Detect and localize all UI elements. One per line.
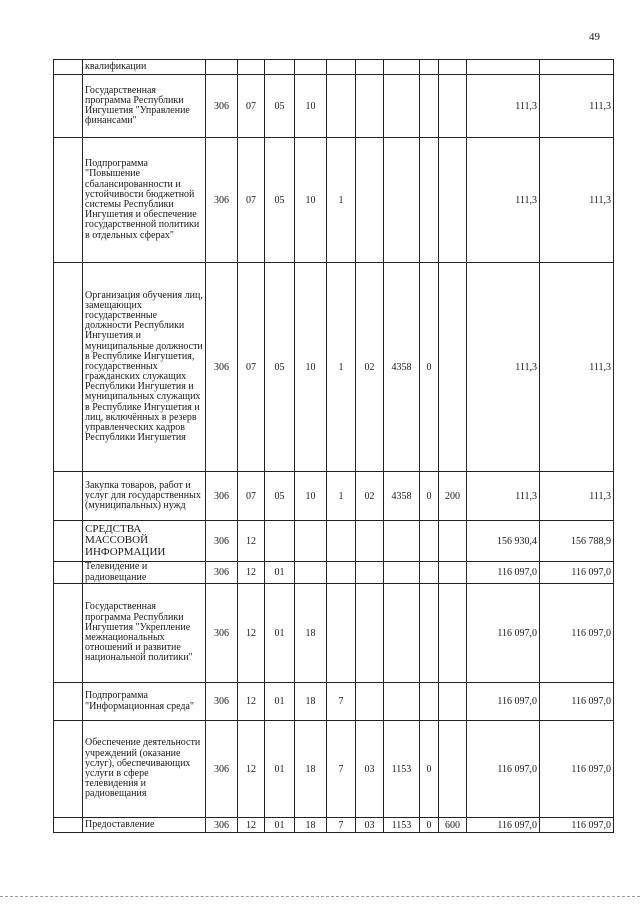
- cell-blank: [54, 75, 83, 138]
- cell-blank: [54, 683, 83, 721]
- cell-expense-type: 600: [439, 818, 467, 833]
- cell-direction: [384, 60, 420, 75]
- cell-blank: [54, 584, 83, 683]
- cell-code: 306: [206, 584, 238, 683]
- cell-x: [420, 683, 439, 721]
- table-body: [54, 60, 614, 833]
- cell-sum-2021: 111,3: [540, 263, 614, 472]
- cell-x: [420, 521, 439, 562]
- cell-program: [295, 562, 327, 584]
- row-name: Предоставление: [83, 818, 206, 833]
- cell-blank: [54, 263, 83, 472]
- cell-direction: [384, 683, 420, 721]
- cell-sum-2020: 111,3: [467, 472, 540, 521]
- row-name: Государственная программа Республики Ингушетия "Управление финансами": [83, 75, 206, 138]
- cell-subprogram: [327, 584, 356, 683]
- cell-program: 18: [295, 683, 327, 721]
- cell-section: 07: [238, 472, 265, 521]
- cell-sum-2020: 156 930,4: [467, 521, 540, 562]
- cell-blank: [54, 818, 83, 833]
- cell-code: 306: [206, 263, 238, 472]
- cell-subsection: 01: [265, 721, 295, 818]
- cell-main-event: [356, 75, 384, 138]
- cell-subsection: 05: [265, 75, 295, 138]
- cell-main-event: 03: [356, 818, 384, 833]
- cell-blank: [54, 60, 83, 75]
- cell-direction: 4358: [384, 263, 420, 472]
- cell-main-event: 02: [356, 472, 384, 521]
- cell-section: 12: [238, 721, 265, 818]
- cell-subsection: 01: [265, 584, 295, 683]
- cell-expense-type: [439, 263, 467, 472]
- cell-x: [420, 562, 439, 584]
- cell-sum-2021: 111,3: [540, 472, 614, 521]
- cell-section: 12: [238, 584, 265, 683]
- cell-code: 306: [206, 721, 238, 818]
- cell-sum-2021: 116 097,0: [540, 721, 614, 818]
- cell-subsection: [265, 521, 295, 562]
- cell-code: 306: [206, 562, 238, 584]
- budget-table: [53, 59, 614, 833]
- cell-blank: [54, 562, 83, 584]
- cell-x: 0: [420, 263, 439, 472]
- cell-sum-2020: [467, 60, 540, 75]
- row-name: Организация обучения лиц, замещающих государственные должности Республики Ингушетия и муниципальные должности в Республике Ингушетия, государственных гражданских служащих Республики Ингушетия и муниципальных служащих в Республике Ингушетия и лиц, включённых в резерв управленческих кадров Республики Ингушетия: [83, 263, 206, 472]
- cell-main-event: [356, 683, 384, 721]
- cell-direction: 1153: [384, 721, 420, 818]
- cell-sum-2021: 116 097,0: [540, 683, 614, 721]
- cell-x: 0: [420, 472, 439, 521]
- cell-x: [420, 60, 439, 75]
- cell-sum-2021: 116 097,0: [540, 818, 614, 833]
- cell-blank: [54, 721, 83, 818]
- cell-main-event: [356, 584, 384, 683]
- cell-subprogram: [327, 75, 356, 138]
- row-name: СРЕДСТВА МАССОВОЙ ИНФОРМАЦИИ: [83, 521, 206, 562]
- cell-section: 12: [238, 683, 265, 721]
- cell-main-event: [356, 521, 384, 562]
- cell-sum-2020: 116 097,0: [467, 721, 540, 818]
- cell-code: 306: [206, 472, 238, 521]
- cell-direction: [384, 562, 420, 584]
- cell-direction: 1153: [384, 818, 420, 833]
- cell-x: [420, 584, 439, 683]
- cell-subprogram: [327, 60, 356, 75]
- cell-x: [420, 75, 439, 138]
- cell-expense-type: 200: [439, 472, 467, 521]
- cell-section: 07: [238, 138, 265, 263]
- cell-sum-2020: 116 097,0: [467, 562, 540, 584]
- cell-blank: [54, 472, 83, 521]
- cell-subsection: 01: [265, 683, 295, 721]
- cell-direction: [384, 75, 420, 138]
- cell-expense-type: [439, 562, 467, 584]
- cell-code: 306: [206, 818, 238, 833]
- cell-section: 12: [238, 562, 265, 584]
- table-row: [54, 75, 614, 138]
- cell-code: 306: [206, 75, 238, 138]
- cell-subsection: 01: [265, 818, 295, 833]
- cell-code: [206, 60, 238, 75]
- cell-main-event: [356, 562, 384, 584]
- cell-subprogram: [327, 521, 356, 562]
- cell-sum-2021: 111,3: [540, 138, 614, 263]
- cell-sum-2020: 111,3: [467, 75, 540, 138]
- cell-subprogram: 1: [327, 472, 356, 521]
- cell-blank: [54, 138, 83, 263]
- cell-program: 10: [295, 472, 327, 521]
- cell-expense-type: [439, 521, 467, 562]
- table-row: [54, 263, 614, 472]
- cell-subsection: [265, 60, 295, 75]
- cell-subprogram: 1: [327, 138, 356, 263]
- cell-x: [420, 138, 439, 263]
- cell-direction: [384, 584, 420, 683]
- cell-sum-2020: 116 097,0: [467, 584, 540, 683]
- table-row: [54, 472, 614, 521]
- cell-program: [295, 60, 327, 75]
- cell-subprogram: 1: [327, 263, 356, 472]
- table-row: [54, 562, 614, 584]
- cell-main-event: [356, 60, 384, 75]
- row-name: Подпрограмма "Информационная среда": [83, 683, 206, 721]
- cell-main-event: 02: [356, 263, 384, 472]
- cell-sum-2020: 116 097,0: [467, 818, 540, 833]
- cell-sum-2020: 111,3: [467, 263, 540, 472]
- cell-subprogram: 7: [327, 721, 356, 818]
- cell-expense-type: [439, 75, 467, 138]
- cell-subprogram: 7: [327, 683, 356, 721]
- cell-code: 306: [206, 138, 238, 263]
- table-row: [54, 521, 614, 562]
- cell-section: 12: [238, 818, 265, 833]
- cell-subprogram: 7: [327, 818, 356, 833]
- cell-code: 306: [206, 683, 238, 721]
- cell-expense-type: [439, 721, 467, 818]
- cell-sum-2021: 111,3: [540, 75, 614, 138]
- cell-program: 18: [295, 818, 327, 833]
- cell-expense-type: [439, 584, 467, 683]
- cell-expense-type: [439, 683, 467, 721]
- cell-program: 10: [295, 263, 327, 472]
- cell-subsection: 05: [265, 472, 295, 521]
- cell-direction: 4358: [384, 472, 420, 521]
- row-name: Телевидение и радиовещание: [83, 562, 206, 584]
- cell-subsection: 01: [265, 562, 295, 584]
- cell-direction: [384, 521, 420, 562]
- row-name: Обеспечение деятельности учреждений (оказание услуг), обеспечивающих услуги в сфере телевидения и радиовещания: [83, 721, 206, 818]
- row-name: Подпрограмма "Повышение сбалансированности и устойчивости бюджетной системы Республики Ингушетия и обеспечение государственной политики в отдельных сферах": [83, 138, 206, 263]
- scan-edge-line: [0, 896, 640, 897]
- cell-expense-type: [439, 138, 467, 263]
- cell-subsection: 05: [265, 263, 295, 472]
- cell-section: 07: [238, 75, 265, 138]
- cell-program: 10: [295, 138, 327, 263]
- cell-sum-2021: [540, 60, 614, 75]
- cell-program: [295, 521, 327, 562]
- cell-section: 12: [238, 521, 265, 562]
- cell-blank: [54, 521, 83, 562]
- row-name: квалификации: [83, 60, 206, 75]
- row-name: Закупка товаров, работ и услуг для государственных (муниципальных) нужд: [83, 472, 206, 521]
- cell-x: 0: [420, 721, 439, 818]
- row-name: Государственная программа Республики Ингушетия "Укрепление межнациональных отношений и развитие национальной политики": [83, 584, 206, 683]
- page-number: 49: [589, 31, 600, 43]
- cell-section: [238, 60, 265, 75]
- table-row: [54, 721, 614, 818]
- cell-subsection: 05: [265, 138, 295, 263]
- cell-subprogram: [327, 562, 356, 584]
- cell-program: 10: [295, 75, 327, 138]
- cell-expense-type: [439, 60, 467, 75]
- cell-section: 07: [238, 263, 265, 472]
- table-row: [54, 818, 614, 833]
- cell-direction: [384, 138, 420, 263]
- cell-sum-2020: 116 097,0: [467, 683, 540, 721]
- table-row: [54, 60, 614, 75]
- cell-program: 18: [295, 721, 327, 818]
- cell-sum-2021: 116 097,0: [540, 584, 614, 683]
- table-row: [54, 683, 614, 721]
- cell-main-event: [356, 138, 384, 263]
- cell-code: 306: [206, 521, 238, 562]
- table-row: [54, 584, 614, 683]
- cell-x: 0: [420, 818, 439, 833]
- cell-sum-2021: 156 788,9: [540, 521, 614, 562]
- cell-sum-2020: 111,3: [467, 138, 540, 263]
- cell-sum-2021: 116 097,0: [540, 562, 614, 584]
- cell-program: 18: [295, 584, 327, 683]
- cell-main-event: 03: [356, 721, 384, 818]
- table-row: [54, 138, 614, 263]
